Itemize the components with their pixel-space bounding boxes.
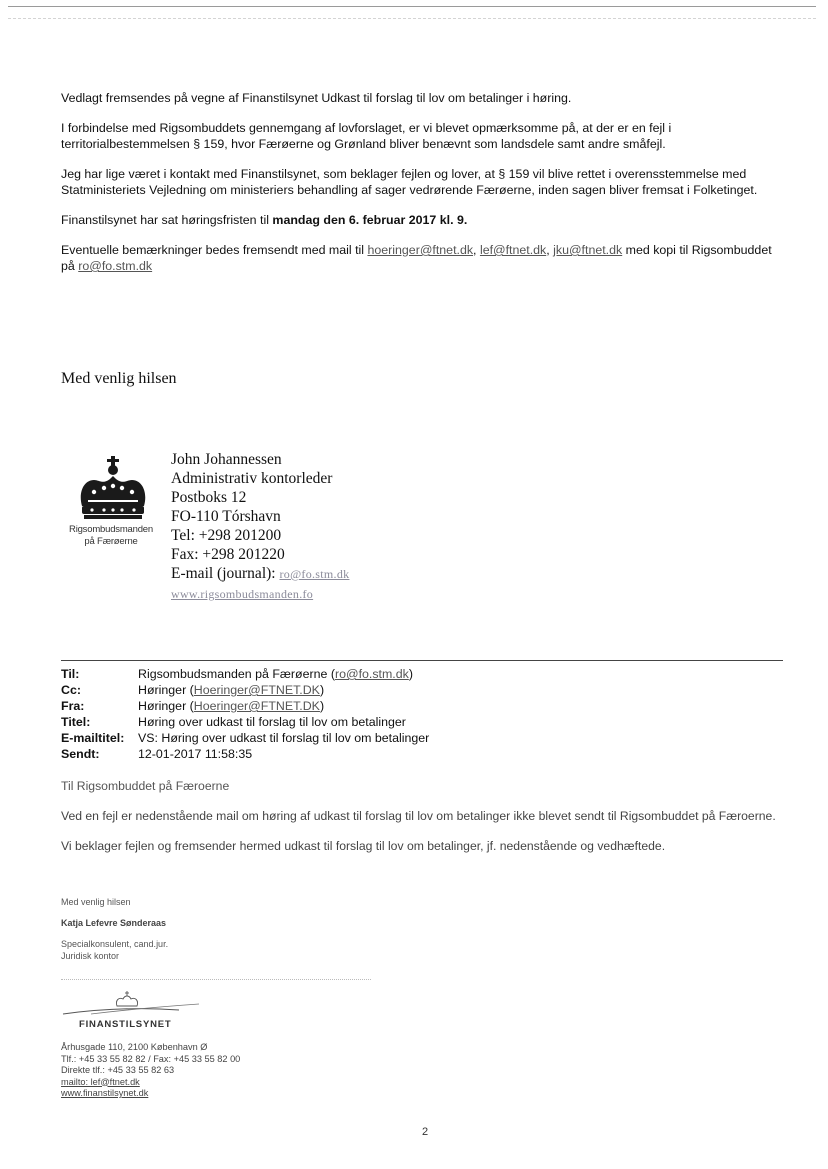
header-key: Sendt: [61, 747, 100, 761]
separator: , [546, 243, 554, 257]
header-key: Titel: [61, 715, 91, 729]
header-value-text: Rigsombudsmanden på Færøerne ( [138, 667, 335, 681]
header-row-cc [61, 682, 429, 698]
sender-department: Juridisk kontor [61, 951, 120, 961]
signature-website-row [171, 584, 349, 604]
signature-email-label: E-mail (journal): [171, 565, 280, 582]
header-value-text: Høringer ( [138, 683, 194, 697]
signature-email-link[interactable]: ro@fo.stm.dk [279, 567, 350, 581]
header-value-suffix: ) [319, 683, 325, 697]
email-link-ro[interactable]: ro@fo.stm.dk [78, 259, 153, 273]
email-link-jku[interactable]: jku@ftnet.dk [553, 243, 623, 257]
forwarded-greeting: Til Rigsombuddet på Færoerne [61, 779, 230, 793]
crest-caption [52, 524, 170, 548]
body-paragraph-4 [61, 212, 781, 228]
sender-signature [61, 896, 168, 962]
body-paragraph-3: Jeg har lige været i kontakt med Finanstilsynet, som beklager fejlen og lover, at § 159 vil blive rettet i overensstemmelse med Statministeriets Vejledning om ministeriers behandling af sager vedrørende Færøerne, inden sagen bliver fremsat i Folketinget. [61, 167, 758, 197]
signature-fax: Fax: +298 201220 [171, 546, 285, 563]
header-value-suffix: ) [319, 699, 325, 713]
header-row-email-title [61, 730, 429, 746]
signature-divider [61, 979, 371, 980]
forwarded-paragraph-2: Vi beklager fejlen og fremsender hermed udkast til forslag til lov om betalinger, jf. nedenstående og vedhæftede. [61, 839, 666, 853]
signature-name: John Johannessen [171, 451, 282, 468]
header-value [138, 698, 324, 714]
finanstilsynet-logo [61, 988, 211, 1030]
sender-title: Specialkonsulent, cand.jur. [61, 939, 169, 949]
deadline-date: mandag den 6. februar 2017 kl. 9. [272, 213, 468, 227]
address-line-2: Tlf.: +45 33 55 82 82 / Fax: +45 33 55 82 00 [61, 1053, 241, 1064]
body-paragraph-5 [61, 242, 781, 274]
signature-address-1: Postboks 12 [171, 489, 247, 506]
forwarded-message [61, 778, 781, 868]
header-value-text: Høringer ( [138, 699, 194, 713]
mailto-link[interactable]: mailto: lef@ftnet.dk [61, 1076, 140, 1087]
email-link-hoeringer[interactable]: hoeringer@ftnet.dk [367, 243, 474, 257]
signature-block [52, 450, 452, 610]
address-line-3: Direkte tlf.: +45 33 55 82 63 [61, 1065, 175, 1075]
logo-crown-icon [61, 988, 211, 1018]
separator: , [473, 243, 480, 257]
sender-closing: Med venlig hilsen [61, 897, 131, 907]
header-value-suffix: ) [408, 667, 413, 681]
header-row-sent [61, 746, 429, 762]
header-key: Til: [61, 667, 80, 681]
header-key: E-mailtitel: [61, 731, 125, 745]
header-email-link[interactable]: ro@fo.stm.dk [334, 667, 409, 681]
crest-caption-line-2: på Færøerne [84, 536, 138, 547]
reply-middle: med kopi til Rigsombuddet på [61, 243, 772, 273]
header-row-title [61, 714, 429, 730]
header-row-to [61, 666, 429, 682]
header-value: VS: Høring over udkast til forslag til lov om betalinger [138, 731, 430, 745]
deadline-prefix: Finanstilsynet har sat høringsfristen til [61, 213, 273, 227]
email-link-lef[interactable]: lef@ftnet.dk [479, 243, 547, 257]
header-value [138, 666, 413, 682]
signature-title: Administrativ kontorleder [171, 470, 333, 487]
forwarded-paragraph-1: Ved en fejl er nedenstående mail om høring af udkast til forslag til lov om betalinger ikke blevet sendt til Rigsombuddet på Færoerne. [61, 809, 776, 823]
spacer [61, 929, 168, 938]
header-row-from [61, 698, 429, 714]
header-email-link[interactable]: Hoeringer@FTNET.DK [193, 683, 320, 697]
address-line-1: Århusgade 110, 2100 København Ø [61, 1042, 208, 1052]
header-key: Fra: [61, 699, 85, 713]
signature-website-link[interactable]: www.rigsombudsmanden.fo [171, 587, 314, 601]
website-link[interactable]: www.finanstilsynet.dk [61, 1088, 149, 1098]
closing-greeting: Med venlig hilsen [61, 370, 177, 387]
email-header [61, 666, 429, 762]
signature-email-row [171, 564, 349, 584]
spacer [61, 908, 168, 917]
page-number: 2 [421, 1126, 429, 1138]
body-paragraph-1: Vedlagt fremsendes på vegne af Finanstilsynet Udkast til forslag til lov om betalinger i høring. [61, 91, 572, 105]
top-rule [8, 6, 816, 7]
reply-prefix: Eventuelle bemærkninger bedes fremsendt med mail til [61, 243, 368, 257]
header-divider [61, 660, 783, 661]
header-value [138, 682, 324, 698]
signature-address-2: FO-110 Tórshavn [171, 508, 281, 525]
logo-text: FINANSTILSYNET [79, 1019, 172, 1030]
crown-crest-icon [74, 454, 152, 524]
header-email-link[interactable]: Hoeringer@FTNET.DK [193, 699, 320, 713]
signature-tel: Tel: +298 201200 [171, 527, 282, 544]
top-dashed-rule [8, 18, 816, 19]
crest-caption-line-1: Rigsombudsmanden [69, 524, 153, 535]
email-body [61, 90, 781, 288]
sender-address [61, 1042, 240, 1100]
header-value: 12-01-2017 11:58:35 [138, 747, 253, 761]
header-value: Høring over udkast til forslag til lov om betalinger [138, 715, 406, 729]
signature-lines [171, 450, 349, 604]
body-paragraph-2: I forbindelse med Rigsombuddets gennemgang af lovforslaget, er vi blevet opmærksomme på, at der er en fejl i territorialbestemmelsen § 159, hvor Færøerne og Grønland bliver benævnt som landsdele samt andre småfejl. [61, 121, 672, 151]
sender-name: Katja Lefevre Sønderaas [61, 918, 167, 928]
header-key: Cc: [61, 683, 81, 697]
